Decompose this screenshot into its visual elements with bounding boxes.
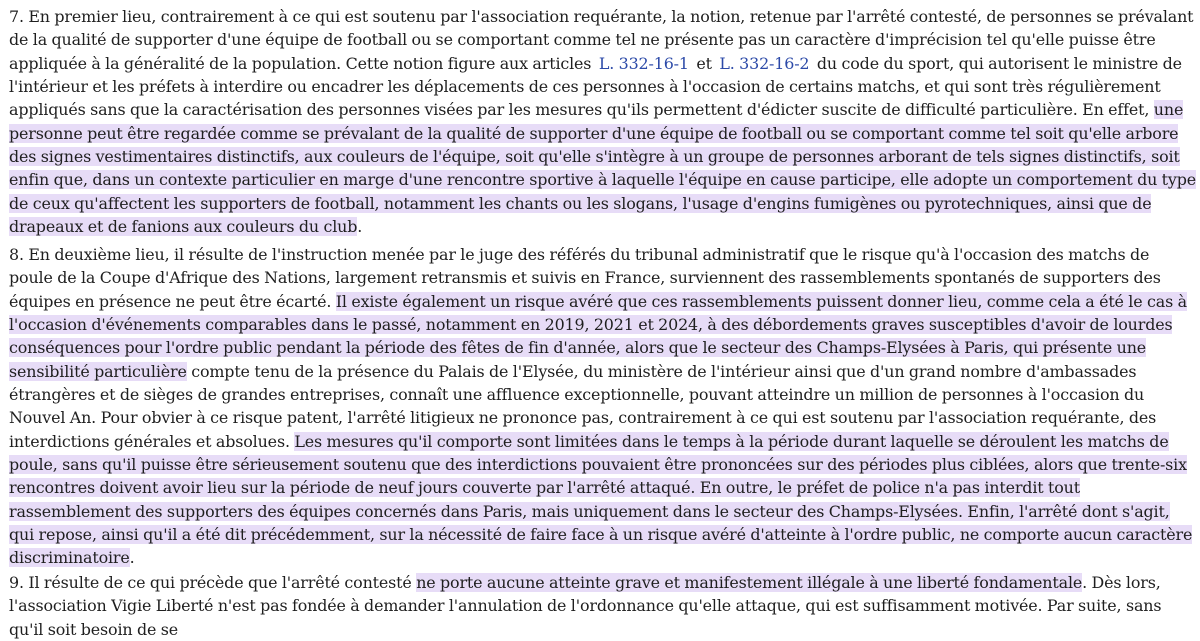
paragraph-8-text-3: . xyxy=(129,548,135,568)
link-article-l332-16-1[interactable]: L. 332-16-1 xyxy=(598,53,689,73)
paragraph-7-text-1: 7. En premier lieu, contrairement à ce qui est soutenu par l'association requérante, la notion, retenue par l'arrêté contesté, de personnes se prévalant de la qualité de supporter d'une équipe de football ou se comportant comme tel ne présente pas un caractère d'imprécision tel qu'elle puisse être appliquée à la généralité de la population. Cette notion figure aux articles xyxy=(9,7,1194,73)
paragraph-7-text-4: . xyxy=(357,217,363,237)
link-article-l332-16-2[interactable]: L. 332-16-2 xyxy=(719,53,810,73)
paragraph-9 xyxy=(9,571,1197,641)
paragraph-7-text-3: du code du sport, qui autorisent le ministre de l'intérieur et les préfets à interdire ou encadrer les déplacements de ces personnes à l'occasion de certains matchs, et qui sont très régulièrement appliqués sans que la caractérisation des personnes visées par les mesures qu'ils permettent d'édicter suscite de difficulté particulière. En effet, xyxy=(9,53,1182,120)
paragraph-9-text-2: . Dès lors, l'association Vigie Liberté n'est pas fondée à demander l'annulation de l'ordonnance qu'elle attaque, qui est suffisamment motivée. Par suite, sans qu'il soit besoin de se xyxy=(9,573,1162,639)
paragraph-8 xyxy=(9,243,1197,570)
paragraph-8-text-2: compte tenu de la présence du Palais de l'Elysée, du ministère de l'intérieur ainsi que d'un grand nombre d'ambassades étrangères et de sièges de grandes entreprises, connaît une affluence exceptionnelle, pouvant atteindre un million de personnes à l'occasion du Nouvel An. Pour obvier à ce risque patent, l'arrêté litigieux ne prononce pas, contrairement à ce qui est soutenu par l'association requérante, des interdictions générales et absolues. xyxy=(9,361,1157,451)
paragraph-8-text-1: 8. En deuxième lieu, il résulte de l'instruction menée par le juge des référés du tribunal administratif que le risque qu'à l'occasion des matchs de poule de la Coupe d'Afrique des Nations, largement retransmis et suivis en France, surviennent des rassemblements spontanés de supporters des équipes en présence ne peut être écarté. xyxy=(9,245,1161,311)
highlight-risk-assessment[interactable]: Il existe également un risque avéré que ces rassemblements puissent donner lieu, comme cela a été le cas à l'occasion d'événements comparables dans le passé, notamment en 2019, 2021 et 2024, à des débordements graves susceptibles d'avoir de lourdes conséquences pour l'ordre public pendant la période des fêtes de fin d'année, alors que le secteur des Champs-Elysées à Paris, qui présente une sensibilité particulière xyxy=(9,291,1187,381)
highlight-supporter-definition[interactable]: une personne peut être regardée comme se prévalant de la qualité de supporter d'une équipe de football ou se comportant comme tel soit qu'elle arbore des signes vestimentaires distinctifs, aux couleurs de l'équipe, soit qu'elle s'intègre à un groupe de personnes arborant de tels signes distinctifs, soit enfin que, dans un contexte particulier en marge d'une rencontre sportive à laquelle l'équipe en cause participe, elle adopte un comportement du type de ceux qu'affectent les supporters de football, notamment les chants ou les slogans, l'usage d'engins fumigènes ou pyrotechniques, ainsi que de drapeaux et de fanions aux couleurs du club xyxy=(9,100,1197,237)
paragraph-7-text-2: et xyxy=(696,53,712,73)
highlight-no-grave-violation[interactable]: ne porte aucune atteinte grave et manifestement illégale à une liberté fondamentale xyxy=(416,573,1083,592)
paragraph-7 xyxy=(9,5,1197,238)
highlight-measure-limits[interactable]: Les mesures qu'il comporte sont limitées dans le temps à la période durant laquelle se déroulent les matchs de poule, sans qu'il puisse être sérieusement soutenu que des interdictions pouvaient être prononcées sur des périodes plus ciblées, alors que trente-six rencontres doivent avoir lieu sur la période de neuf jours couverte par l'arrêté attaqué. En outre, le préfet de police n'a pas interdit tout rassemblement des supporters des équipes concernés dans Paris, mais uniquement dans le secteur des Champs-Elysées. Enfin, l'arrêté dont s'agit, qui repose, ainsi qu'il a été dit précédemment, sur la nécessité de faire face à un risque avéré d'atteinte à l'ordre public, ne comporte aucun caractère discriminatoire xyxy=(9,431,1193,568)
paragraph-9-text-1: 9. Il résulte de ce qui précède que l'arrêté contesté xyxy=(9,573,412,592)
